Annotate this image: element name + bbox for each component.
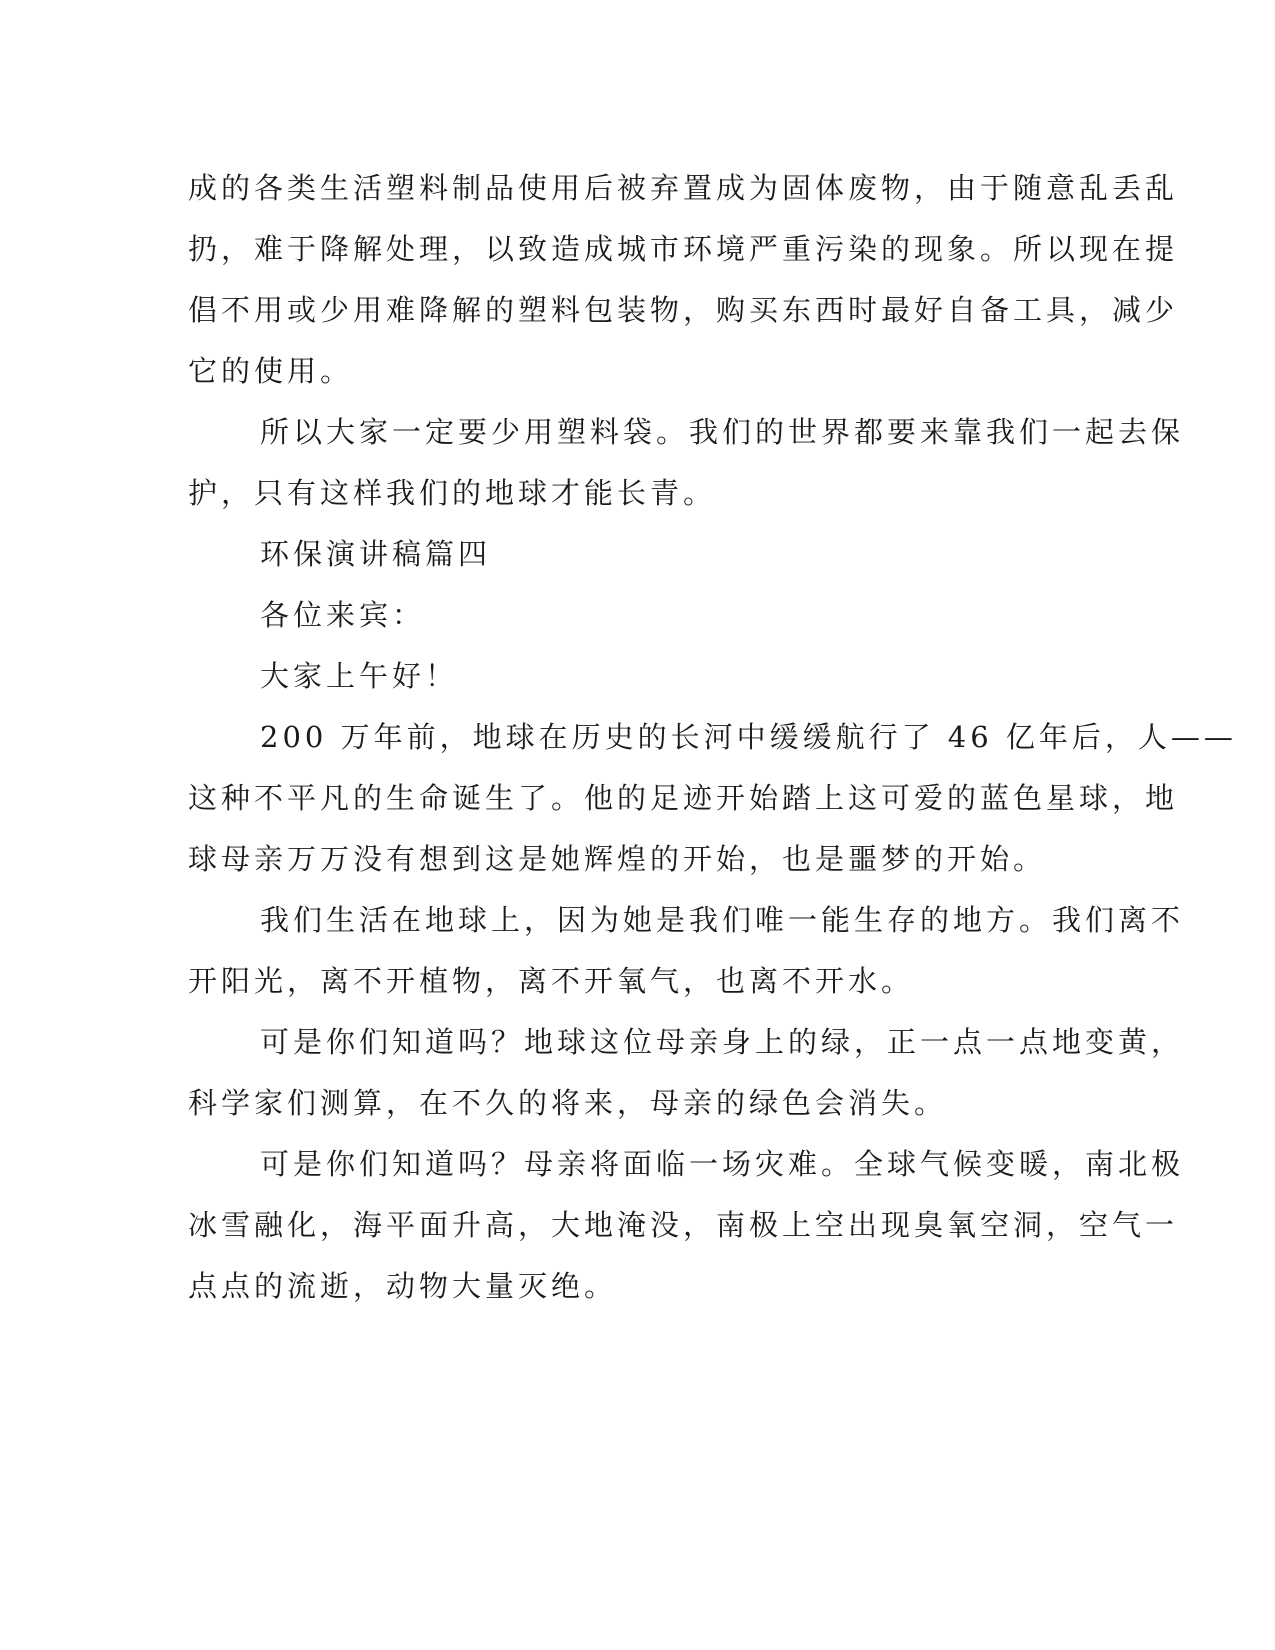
text-line: 扔，难于降解处理，以致造成城市环境严重污染的现象。所以现在提	[188, 232, 1179, 266]
text-line: 它的使用。	[188, 354, 354, 388]
text-line: 球母亲万万没有想到这是她辉煌的开始，也是噩梦的开始。	[188, 842, 1047, 876]
document-body	[188, 158, 1237, 1317]
paragraph-use-less-bags	[188, 402, 1185, 524]
paragraph-living-on-earth	[188, 890, 1185, 1012]
salutation-text: 各位来宾：	[260, 598, 426, 632]
text-line: 所以大家一定要少用塑料袋。我们的世界都要来靠我们一起去保	[260, 415, 1185, 449]
salutation	[188, 585, 1088, 646]
text-line: 护，只有这样我们的地球才能长青。	[188, 476, 717, 510]
paragraph-disaster	[188, 1134, 1185, 1317]
text-line: 我们生活在地球上，因为她是我们唯一能生存的地方。我们离不	[260, 903, 1185, 937]
paragraph-human-origin	[188, 707, 1237, 890]
heading-text: 环保演讲稿篇四	[260, 537, 492, 571]
section-heading	[188, 524, 1088, 585]
text-line: 200 万年前，地球在历史的长河中缓缓航行了 46 亿年后，人——	[260, 720, 1237, 754]
text-line: 可是你们知道吗？地球这位母亲身上的绿，正一点一点地变黄，	[260, 1025, 1185, 1059]
text-line: 开阳光，离不开植物，离不开氧气，也离不开水。	[188, 964, 915, 998]
text-line: 可是你们知道吗？母亲将面临一场灾难。全球气候变暖，南北极	[260, 1147, 1185, 1181]
text-line: 这种不平凡的生命诞生了。他的足迹开始踏上这可爱的蓝色星球，地	[188, 781, 1179, 815]
text-line: 成的各类生活塑料制品使用后被弃置成为固体废物，由于随意乱丢乱	[188, 171, 1179, 205]
paragraph-plastic-waste	[188, 158, 1179, 402]
text-line: 倡不用或少用难降解的塑料包装物，购买东西时最好自备工具，减少	[188, 293, 1179, 327]
text-line: 科学家们测算，在不久的将来，母亲的绿色会消失。	[188, 1086, 948, 1120]
paragraph-green-fading	[188, 1012, 1185, 1134]
greeting	[188, 646, 1088, 707]
text-line: 点点的流逝，动物大量灭绝。	[188, 1269, 618, 1303]
text-line: 冰雪融化，海平面升高，大地淹没，南极上空出现臭氧空洞，空气一	[188, 1208, 1179, 1242]
greeting-text: 大家上午好！	[260, 659, 459, 693]
